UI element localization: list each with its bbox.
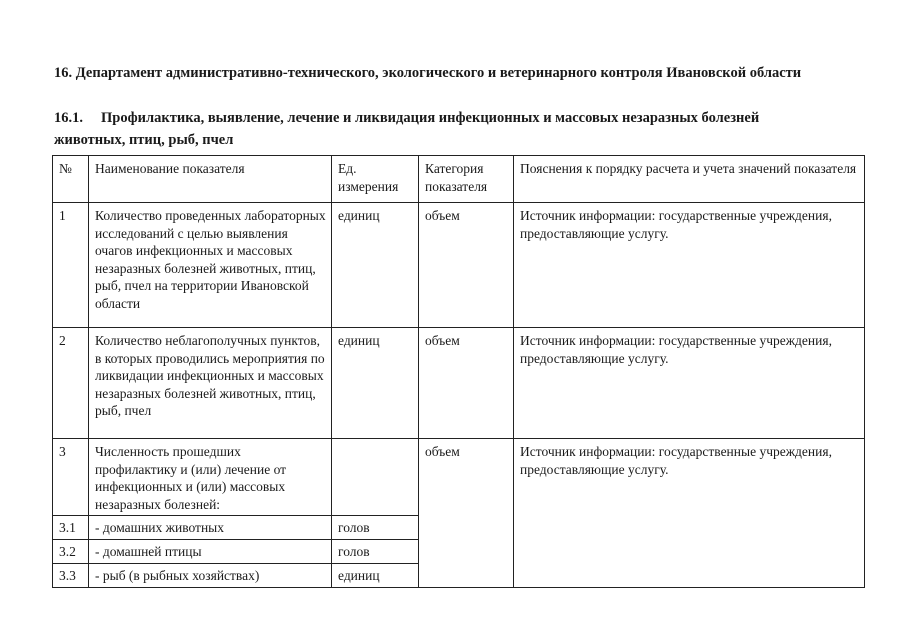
header-category: Категория показателя bbox=[419, 156, 514, 203]
row-notes: Источник информации: государственные учреждения, предоставляющие услугу. bbox=[514, 328, 865, 439]
subrow-unit: голов bbox=[332, 540, 419, 564]
row-unit: единиц bbox=[332, 203, 419, 328]
header-notes: Пояснения к порядку расчета и учета значений показателя bbox=[514, 156, 865, 203]
row-category: объем bbox=[419, 439, 514, 588]
row-unit bbox=[332, 439, 419, 516]
row-name: Количество проведенных лабораторных исследований с целью выявления очагов инфекционных и массовых незаразных болезней животных, птиц, рыб, пчел на территории Ивановской области bbox=[89, 203, 332, 328]
subrow-num: 3.3 bbox=[53, 564, 89, 588]
table-row bbox=[53, 439, 865, 516]
indicators-table bbox=[52, 155, 865, 588]
row-unit: единиц bbox=[332, 328, 419, 439]
row-name: Количество неблагополучных пунктов, в которых проводились мероприятия по ликвидации инфекционных и массовых незаразных болезней животных, птиц, рыб, пчел bbox=[89, 328, 332, 439]
subsection-number: 16.1. bbox=[54, 110, 83, 126]
row-notes: Источник информации: государственные учреждения, предоставляющие услугу. bbox=[514, 439, 865, 588]
subsection-title-line2: животных, птиц, рыб, пчел bbox=[54, 132, 234, 148]
header-name: Наименование показателя bbox=[89, 156, 332, 203]
subsection-title bbox=[54, 110, 759, 127]
table-header-row bbox=[53, 156, 865, 203]
subrow-num: 3.1 bbox=[53, 516, 89, 540]
subrow-unit: единиц bbox=[332, 564, 419, 588]
header-unit: Ед. измерения bbox=[332, 156, 419, 203]
row-category: объем bbox=[419, 328, 514, 439]
subrow-unit: голов bbox=[332, 516, 419, 540]
section-title: 16. Департамент административно-технического, экологического и ветеринарного контроля Ивановской области bbox=[54, 65, 802, 81]
header-num: № bbox=[53, 156, 89, 203]
row-name: Численность прошедших профилактику и (или) лечение от инфекционных и (или) массовых незаразных болезней: bbox=[89, 439, 332, 516]
subsection-title-line1: Профилактика, выявление, лечение и ликвидация инфекционных и массовых незаразных болезней bbox=[101, 110, 760, 126]
row-num: 1 bbox=[53, 203, 89, 328]
row-notes: Источник информации: государственные учреждения, предоставляющие услугу. bbox=[514, 203, 865, 328]
row-num: 3 bbox=[53, 439, 89, 516]
row-category: объем bbox=[419, 203, 514, 328]
subrow-name: - домашней птицы bbox=[89, 540, 332, 564]
subrow-name: - рыб (в рыбных хозяйствах) bbox=[89, 564, 332, 588]
table-row bbox=[53, 328, 865, 439]
row-num: 2 bbox=[53, 328, 89, 439]
subrow-num: 3.2 bbox=[53, 540, 89, 564]
table-row bbox=[53, 203, 865, 328]
subrow-name: - домашних животных bbox=[89, 516, 332, 540]
